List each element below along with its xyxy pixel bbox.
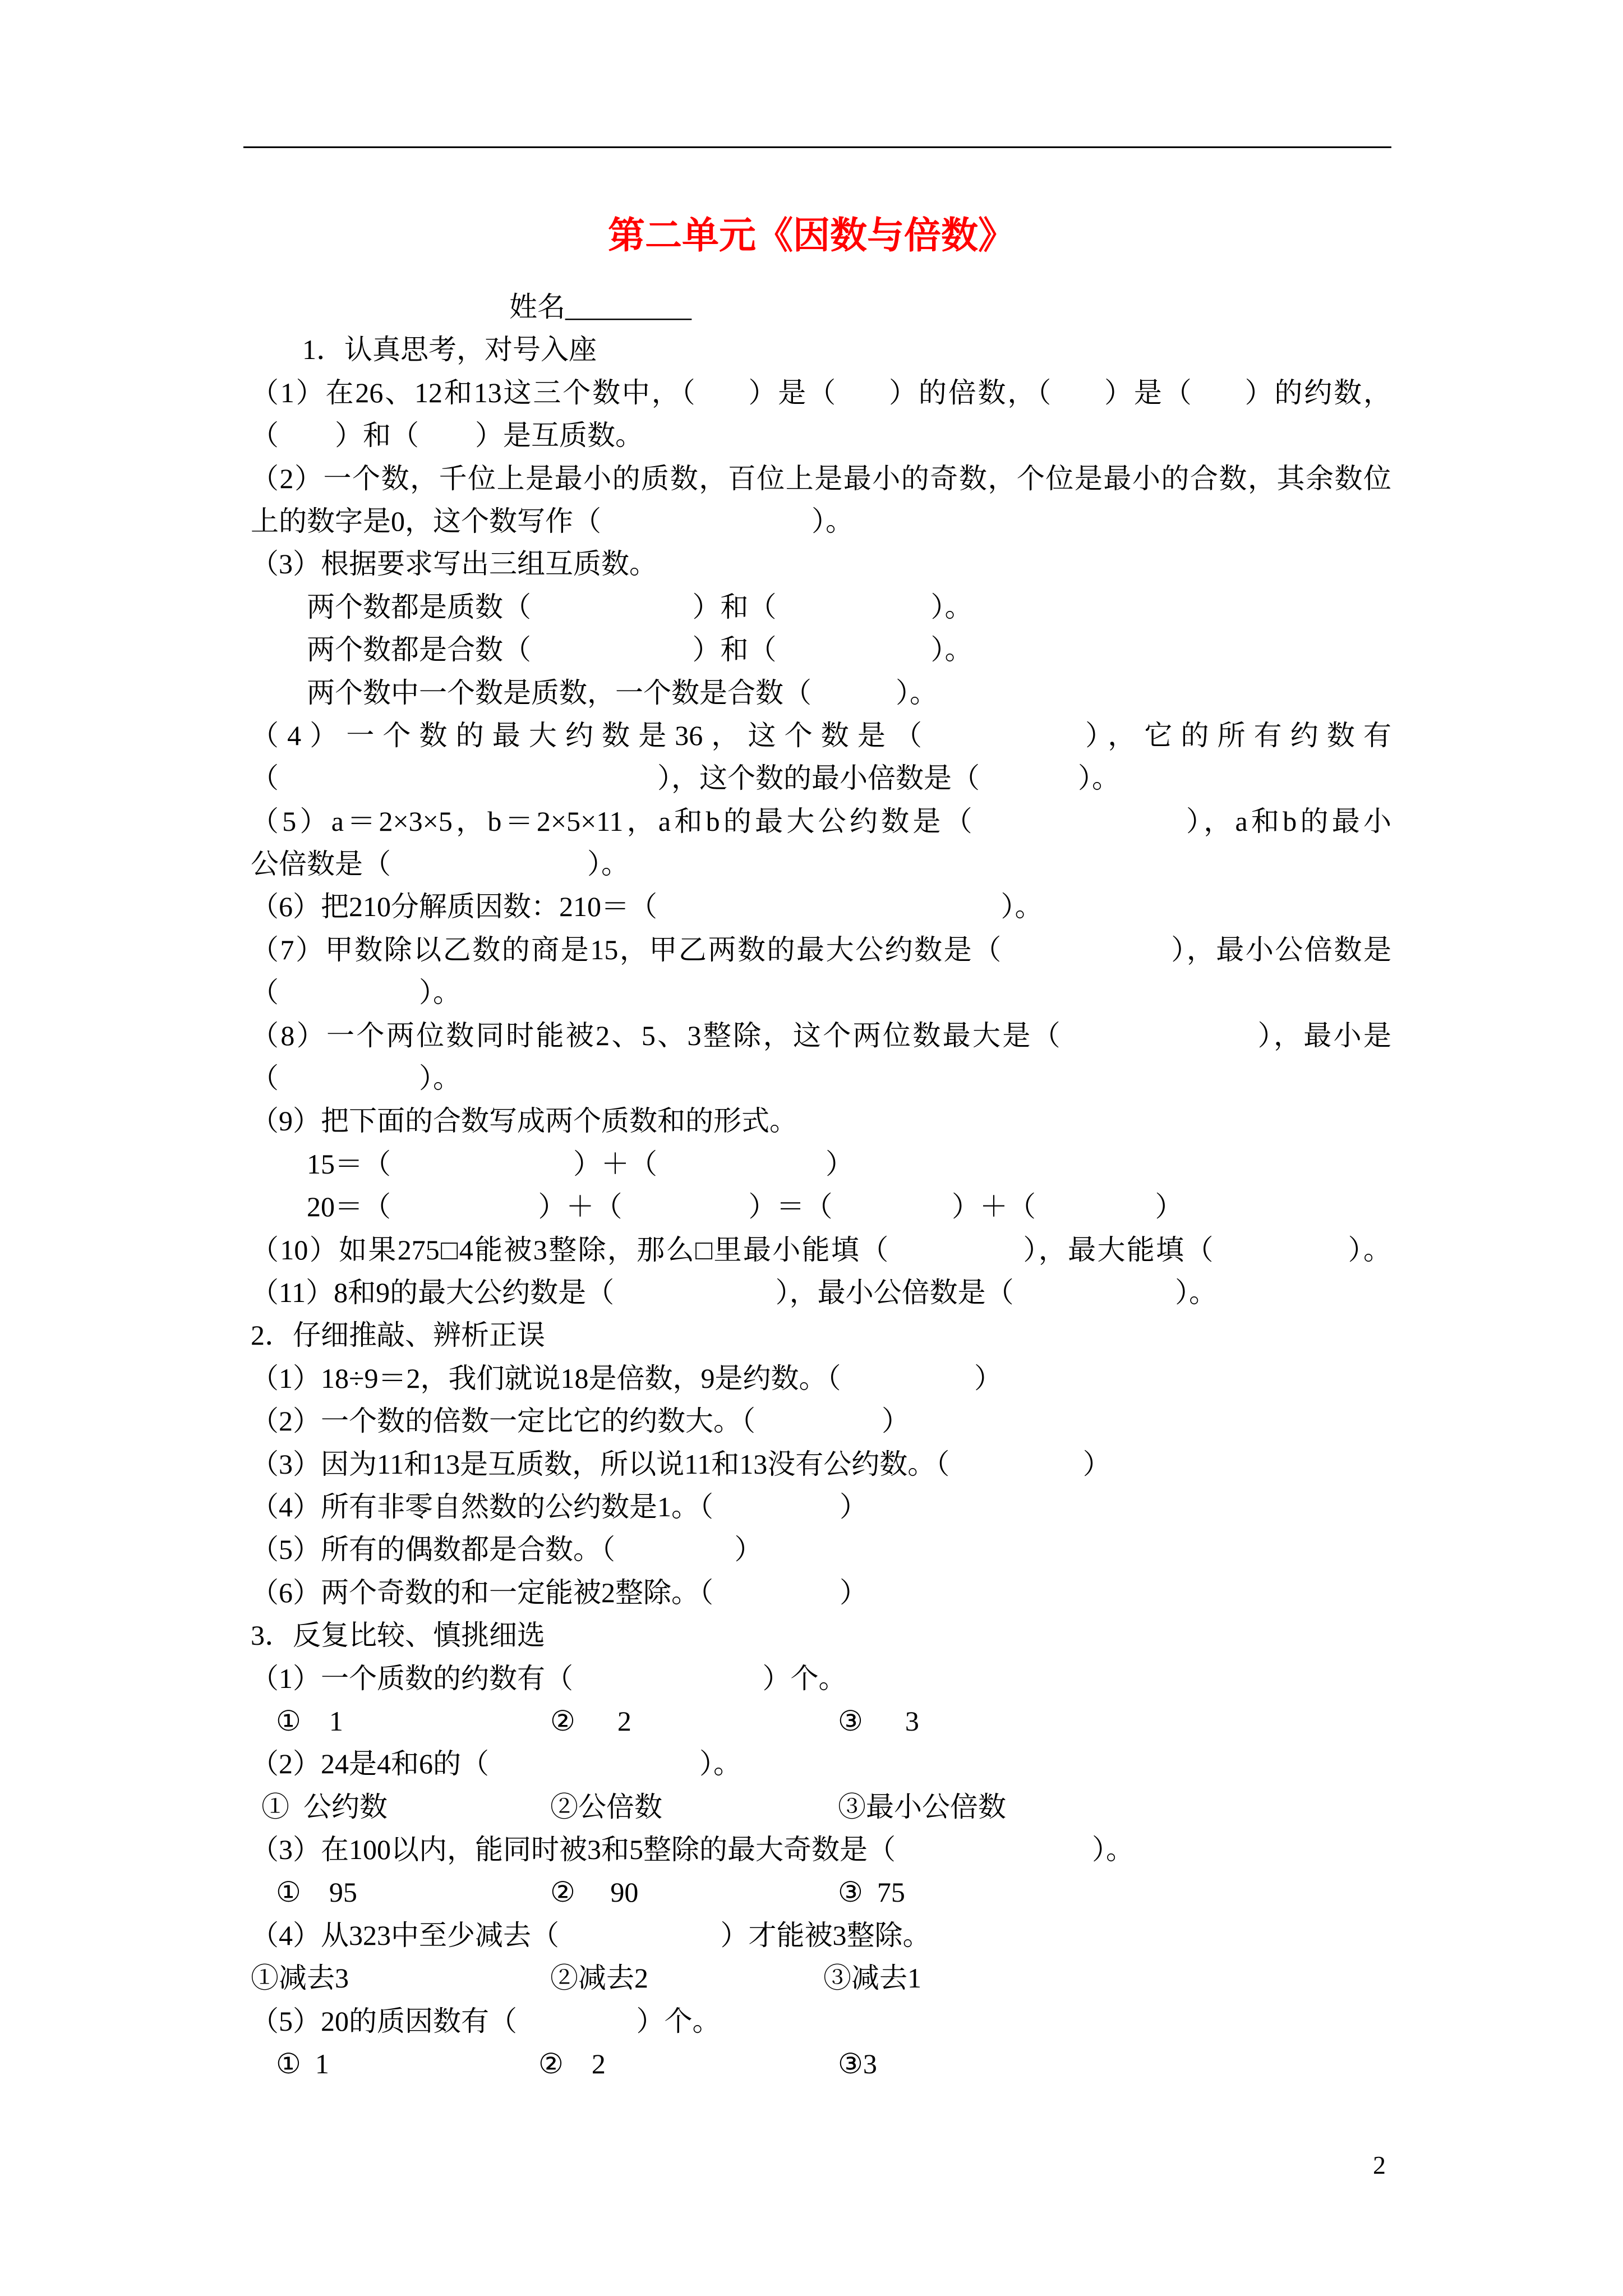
s1-q3-composite-pair: 两个数都是合数（ ）和（ ）。 — [307, 634, 973, 666]
s3-q4-options — [251, 1957, 1391, 1999]
s1-q3-mixed-pair: 两个数中一个数是质数，一个数是合数（ ）。 — [307, 677, 938, 708]
s2-q3-statement: （3）因为11和13是互质数，所以说11和13没有公约数。（ ） — [251, 1448, 1111, 1480]
student-name-field: 姓名_________ — [509, 291, 691, 323]
s1-q2-text-cont: 上的数字是0，这个数写作（ ）。 — [251, 505, 854, 537]
s1-q8-text: （8）一个两位数同时能被2、5、3整除，这个两位数最大是（ ），最小是 — [251, 1019, 1391, 1051]
section-2-heading: 2．仔细推敲、辨析正误 — [251, 1319, 545, 1351]
s3-q1-option-1: ① 1 — [276, 1705, 343, 1737]
s3-q3-option-2: ② 90 — [550, 1876, 639, 1908]
s2-q4-statement: （4）所有非零自然数的公约数是1。（ ） — [251, 1490, 868, 1522]
s1-q1-text-cont: （ ）和（ ）是互质数。 — [251, 420, 643, 452]
s2-q2-statement: （2）一个数的倍数一定比它的约数大。（ ） — [251, 1405, 910, 1437]
section-2 — [251, 1314, 1391, 1614]
s3-q2-option-1: ① 公约数 — [261, 1791, 388, 1823]
s3-q4-option-3: ③减去1 — [823, 1962, 921, 1994]
document-title: 第二单元《因数与倍数》 — [608, 215, 1015, 256]
s1-q8-text-cont: （ ）。 — [251, 1062, 461, 1094]
section-1-heading: 1．认真思考，对号入座 — [302, 334, 597, 366]
s1-q9-text: （9）把下面的合数写成两个质数和的形式。 — [251, 1105, 797, 1137]
page-number: 2 — [1373, 2151, 1386, 2179]
s3-q1-options — [251, 1700, 1391, 1742]
s1-q9-equation-20: 20＝（ ）＋（ ）＝（ ）＋（ ） — [307, 1191, 1183, 1223]
s1-q3-text: （3）根据要求写出三组互质数。 — [251, 548, 657, 580]
s1-q4-text: （4）一个数的最大约数是36，这个数是（ ），它的所有约数有 — [251, 719, 1391, 751]
s3-q4-option-1: ①减去3 — [251, 1962, 349, 1994]
s3-q3-text: （3）在100以内，能同时被3和5整除的最大奇数是（ ）。 — [251, 1834, 1134, 1866]
s3-q2-text: （2）24是4和6的（ ）。 — [251, 1748, 741, 1780]
s3-q5-option-1: ① 1 — [276, 2048, 329, 2080]
section-1 — [251, 328, 1391, 1314]
s3-q5-text: （5）20的质因数有（ ）个。 — [251, 2005, 721, 2037]
s1-q2-text: （2）一个数，千位上是最小的质数，百位上是最小的奇数，个位是最小的合数，其余数位 — [251, 462, 1391, 494]
s1-q10-text: （10）如果275□4能被3整除，那么□里最小能填（ ），最大能填（ ）。 — [251, 1234, 1391, 1266]
s3-q3-option-1: ① 95 — [276, 1876, 357, 1908]
s2-q1-statement: （1）18÷9＝2，我们就说18是倍数，9是约数。（ ） — [251, 1362, 1002, 1394]
section-3-heading: 3．反复比较、慎挑细选 — [251, 1619, 545, 1651]
s3-q2-option-3: ③最小公倍数 — [838, 1791, 1006, 1823]
s1-q6-text: （6）把210分解质因数：210＝（ ）。 — [251, 891, 1043, 923]
s3-q1-option-2: ② 2 — [550, 1705, 631, 1737]
s2-q6-statement: （6）两个奇数的和一定能被2整除。（ ） — [251, 1576, 868, 1608]
s3-q4-option-2: ②减去2 — [550, 1962, 648, 1994]
s3-q5-option-2: ② 2 — [538, 2048, 606, 2080]
s2-q5-statement: （5）所有的偶数都是合数。（ ） — [251, 1534, 763, 1566]
s3-q3-options — [251, 1871, 1391, 1913]
s3-q3-option-3: ③ 75 — [838, 1876, 905, 1908]
s1-q4-text-cont: （ ），这个数的最小倍数是（ ）。 — [251, 762, 1120, 794]
s3-q1-text: （1）一个质数的约数有（ ）个。 — [251, 1662, 847, 1694]
s3-q5-options — [251, 2042, 1391, 2085]
s1-q3-prime-pair: 两个数都是质数（ ）和（ ）。 — [307, 591, 973, 623]
worksheet-body — [251, 286, 1391, 2085]
s1-q1-text: （1）在26、12和13这三个数中，（ ）是（ ）的倍数，（ ）是（ ）的约数， — [251, 376, 1391, 408]
s1-q9-equation-15: 15＝（ ）＋（ ） — [307, 1148, 854, 1180]
s3-q1-option-3: ③ 3 — [838, 1705, 919, 1737]
section-3 — [251, 1614, 1391, 2085]
s3-q2-option-2: ②公倍数 — [550, 1791, 662, 1823]
s3-q5-option-3: ③3 — [838, 2048, 877, 2080]
header-rule — [243, 146, 1391, 148]
s1-q7-text-cont: （ ）。 — [251, 977, 461, 1009]
s3-q2-options — [251, 1786, 1391, 1828]
s1-q5-text: （5）a＝2×3×5，b＝2×5×11，a和b的最大公约数是（ ），a和b的最小 — [251, 805, 1391, 837]
s1-q5-text-cont: 公倍数是（ ）。 — [251, 848, 629, 880]
s3-q4-text: （4）从323中至少减去（ ）才能被3整除。 — [251, 1919, 931, 1951]
s1-q7-text: （7）甲数除以乙数的商是15，甲乙两数的最大公约数是（ ），最小公倍数是 — [251, 933, 1391, 965]
s1-q11-text: （11）8和9的最大公约数是（ ），最小公倍数是（ ）。 — [251, 1276, 1218, 1308]
